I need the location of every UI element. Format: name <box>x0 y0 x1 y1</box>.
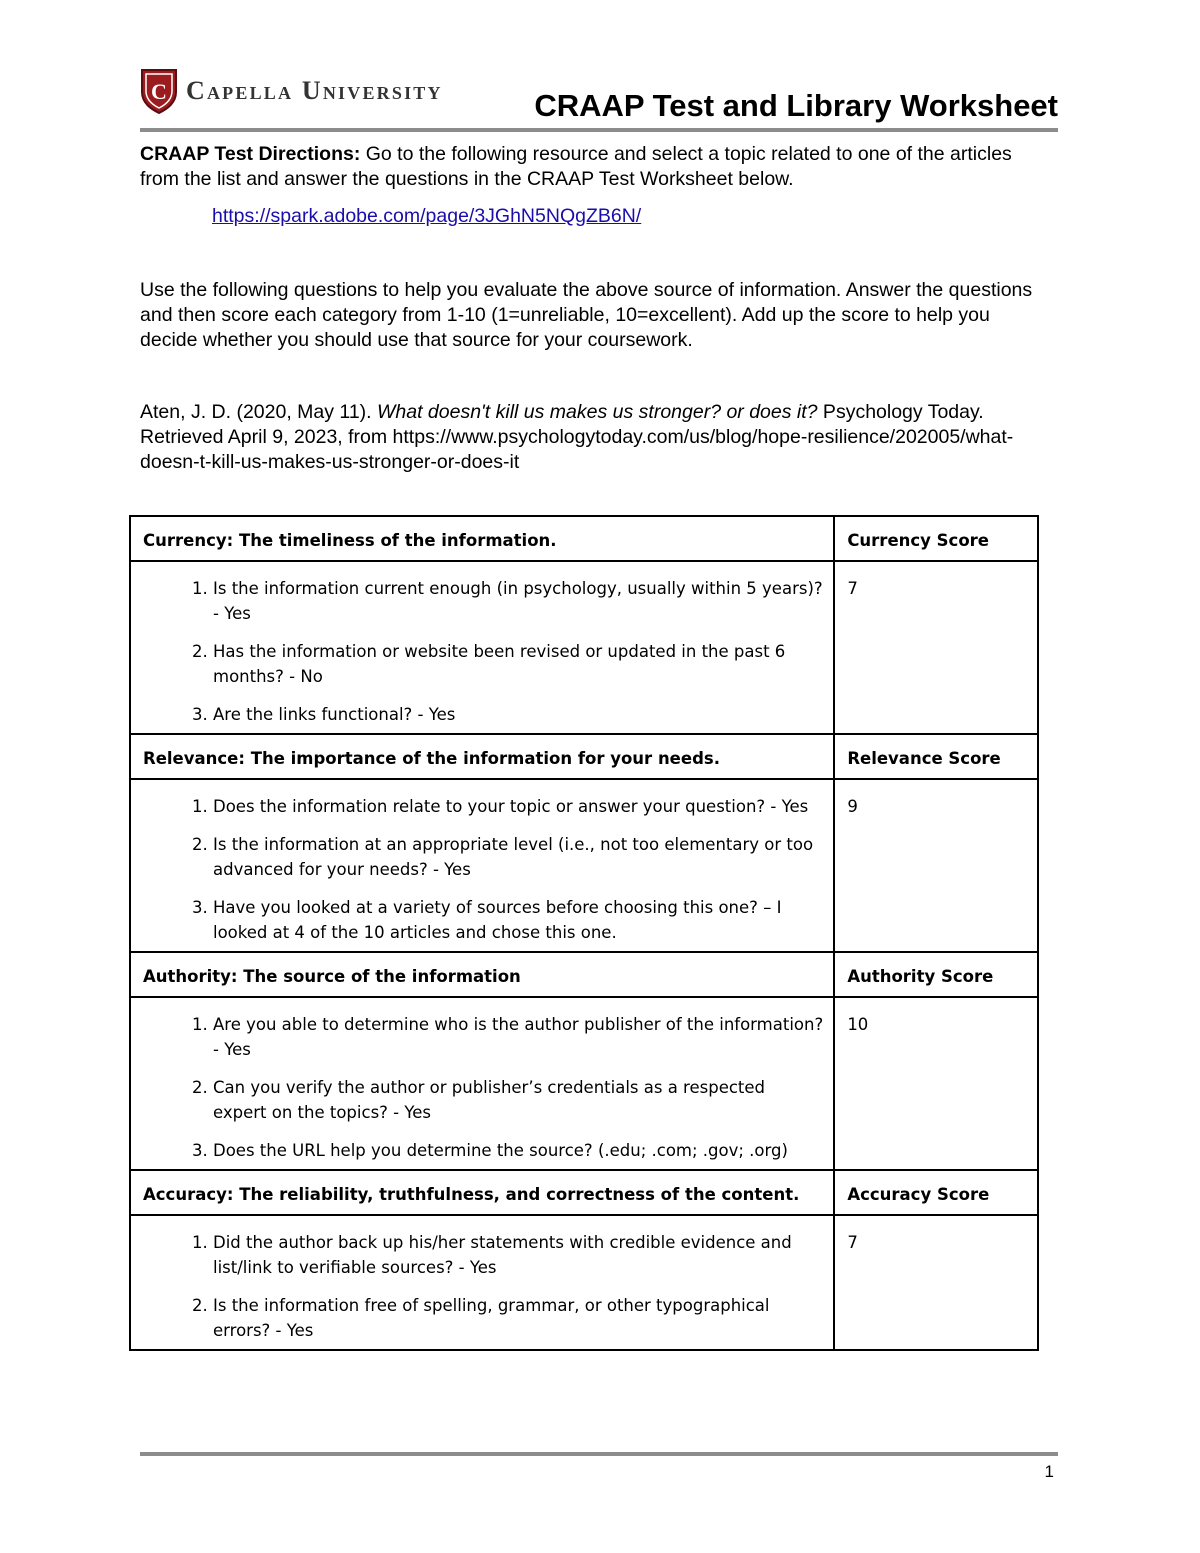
score-value: 7 <box>847 1233 858 1252</box>
section-heading: Relevance: The importance of the information for your needs. <box>143 749 720 768</box>
section-body-row <box>130 997 1038 1170</box>
directions-label: CRAAP Test Directions: <box>140 143 361 165</box>
citation-source: Psychology Today. Retrieved April 9, 2023, from https://www.psychologytoday.com/us/blog/hope-resilience/202005/what-doesn-t-kill-us-makes-us-stronger-or-does-it <box>140 401 1014 473</box>
score-label: Authority Score <box>847 967 994 986</box>
score-value: 7 <box>847 579 858 598</box>
question-item: 2. Has the information or website been revised or updated in the past 6 months? - No <box>213 639 823 689</box>
section-header-row <box>130 734 1038 779</box>
document-title: CRAAP Test and Library Worksheet <box>534 88 1058 123</box>
score-label: Currency Score <box>847 531 989 550</box>
university-logo <box>140 68 443 114</box>
logo-letter: C <box>151 79 167 104</box>
section-heading: Accuracy: The reliability, truthfulness, and correctness of the content. <box>143 1185 800 1204</box>
directions-text: Go to the following resource and select a topic related to one of the articles from the list and answer the questions in the CRAAP Test Worksheet below. <box>140 143 1012 190</box>
question-item: 3. Are the links functional? - Yes <box>213 702 823 727</box>
citation-author-date: Aten, J. D. (2020, May 11). <box>140 401 377 423</box>
section-header-row <box>130 952 1038 997</box>
section-body-row <box>130 779 1038 952</box>
shield-icon <box>140 68 178 114</box>
question-list <box>131 562 833 733</box>
question-item: 3. Does the URL help you determine the source? (.edu; .com; .gov; .org) <box>213 1138 823 1163</box>
section-heading: Currency: The timeliness of the information. <box>143 531 557 550</box>
score-cell[interactable] <box>834 779 1038 952</box>
craap-worksheet-table <box>129 515 1039 1351</box>
question-item: 2. Is the information free of spelling, grammar, or other typographical errors? - Yes <box>213 1293 823 1343</box>
section-heading: Authority: The source of the information <box>143 967 521 986</box>
page-number: 1 <box>1044 1462 1054 1481</box>
question-item: 1. Did the author back up his/her statements with credible evidence and list/link to verifiable sources? - Yes <box>213 1230 823 1280</box>
resource-link[interactable]: https://spark.adobe.com/page/3JGhN5NQgZB6N/ <box>212 205 642 227</box>
question-item: 2. Is the information at an appropriate level (i.e., not too elementary or too advanced for your needs? - Yes <box>213 832 823 882</box>
score-cell[interactable] <box>834 1215 1038 1350</box>
question-item: 1. Are you able to determine who is the author publisher of the information? - Yes <box>213 1012 823 1062</box>
score-cell[interactable] <box>834 561 1038 734</box>
section-header-row <box>130 1170 1038 1215</box>
score-cell[interactable] <box>834 997 1038 1170</box>
page-header <box>140 68 1058 126</box>
question-item: 3. Have you looked at a variety of sources before choosing this one? – I looked at 4 of the 10 articles and chose this one. <box>213 895 823 945</box>
section-header-row <box>130 516 1038 561</box>
citation-paragraph <box>140 400 1050 475</box>
header-divider <box>140 128 1058 132</box>
question-list <box>131 998 833 1169</box>
score-label: Relevance Score <box>847 749 1001 768</box>
footer-divider <box>140 1452 1058 1456</box>
university-name: Capella University <box>186 76 443 105</box>
question-item: 2. Can you verify the author or publisher’s credentials as a respected expert on the topics? - Yes <box>213 1075 823 1125</box>
score-label: Accuracy Score <box>847 1185 990 1204</box>
question-list <box>131 1216 833 1349</box>
instructions-paragraph: Use the following questions to help you evaluate the above source of information. Answer the questions and then score each category from 1-10 (1=unreliable, 10=excellent). Add up the score to help you decide whether you should use that source for your coursework. <box>140 279 1033 351</box>
score-value: 10 <box>847 1015 869 1034</box>
question-item: 1. Does the information relate to your topic or answer your question? - Yes <box>213 794 823 819</box>
question-item: 1. Is the information current enough (in psychology, usually within 5 years)? - Yes <box>213 576 823 626</box>
question-list <box>131 780 833 951</box>
section-body-row <box>130 561 1038 734</box>
citation-title: What doesn't kill us makes us stronger? or does it? <box>377 401 818 423</box>
score-value: 9 <box>847 797 858 816</box>
section-body-row <box>130 1215 1038 1350</box>
directions-paragraph <box>140 142 1050 192</box>
